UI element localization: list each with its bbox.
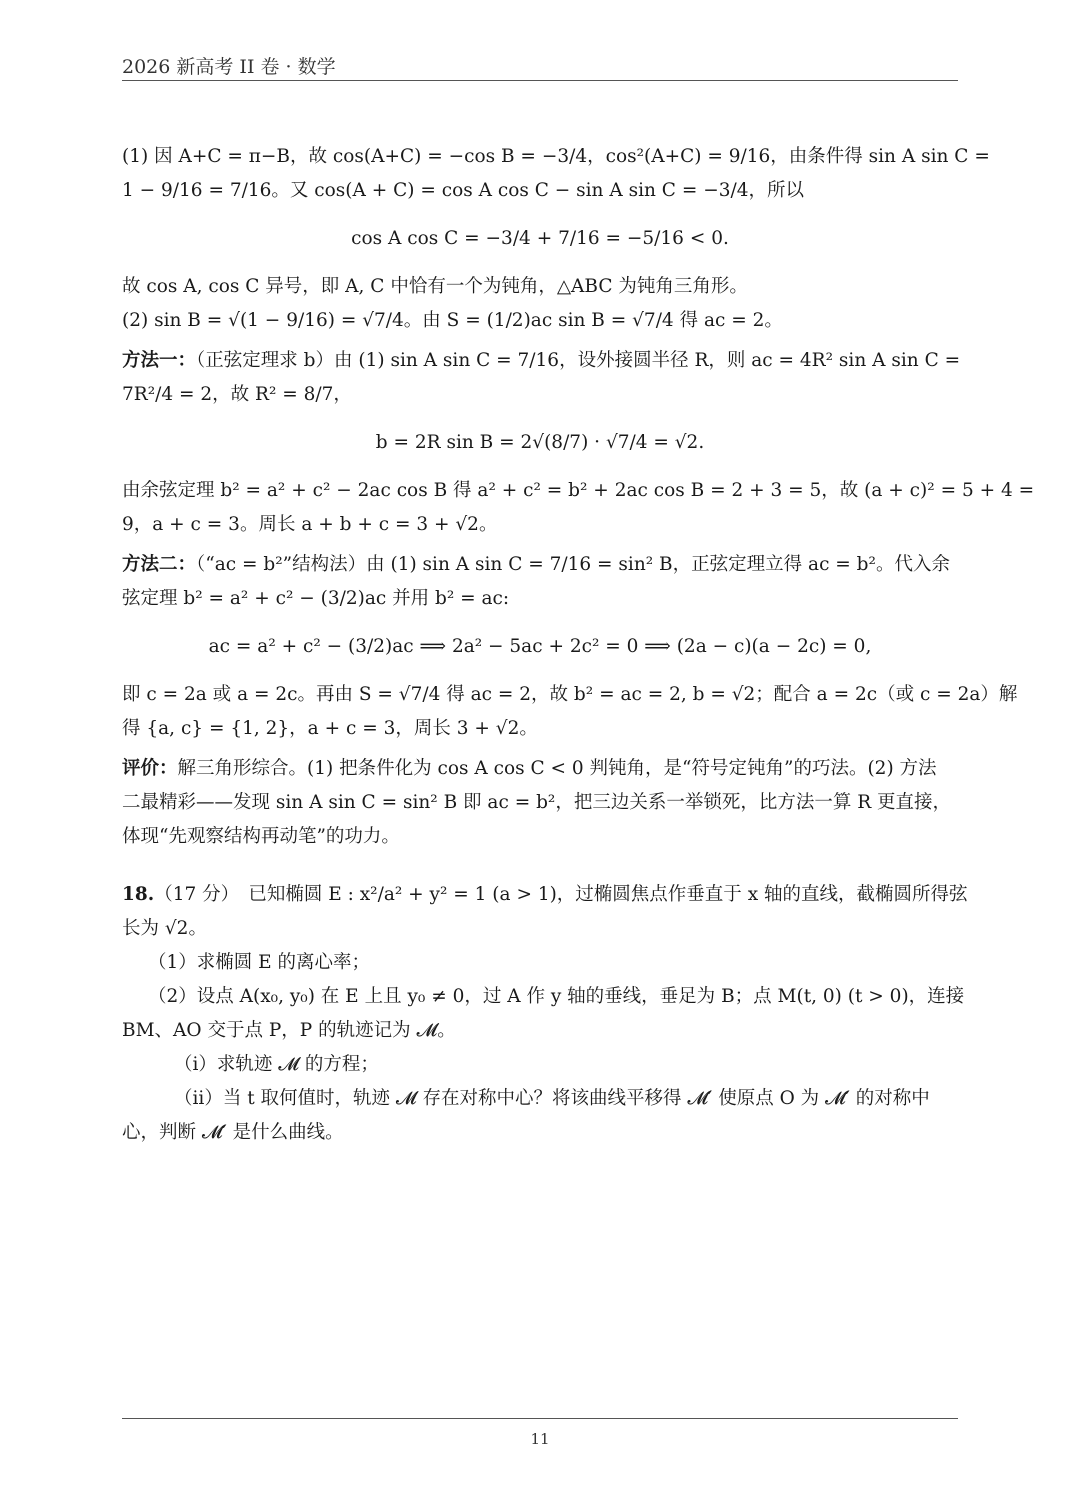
method1-heading: 方法一： (122, 350, 197, 371)
part1-line-1: (1) 因 A+C = π−B，故 cos(A+C) = −cos B = −3/4，cos²(A+C) = 9/16，由条件得 sin A sin C = (122, 146, 990, 167)
evaluation-block (122, 752, 958, 854)
evaluation-line-1: 解三角形综合。(1) 把条件化为 cos A cos C < 0 判钝角，是“符号定钝角”的巧法。(2) 方法 (177, 758, 937, 779)
method1-line-2: 7R²/4 = 2，故 R² = 8/7， (122, 384, 352, 405)
page-content (122, 140, 1035, 1150)
question-1: （1）求椭圆 E 的离心率； (148, 952, 371, 973)
footer-divider (122, 1418, 958, 1419)
header-divider (122, 80, 958, 81)
method2-line-1: （“ac = b²”结构法）由 (1) sin A sin C = 7/16 = sin² B，正弦定理立得 ac = b²。代入余 (196, 554, 950, 575)
problem-number: 18. (122, 884, 155, 905)
problem-18-section (122, 878, 968, 1150)
method1-after-1: 由余弦定理 b² = a² + c² − 2ac cos B 得 a² + c² = b² + 2ac cos B = 2 + 3 = 5，故 (a + c)² = 5 + 4 = (122, 480, 1035, 501)
header-title: 2026 新高考 II 卷 · 数学 (122, 56, 336, 78)
method2-display-equation: ac = a² + c² − (3/2)ac ⟹ 2a² − 5ac + 2c² = 0 ⟹ (2a − c)(a − 2c) = 0, (208, 636, 872, 657)
problem18-line-2: 长为 √2。 (122, 918, 207, 939)
part1-line-2: 1 − 9/16 = 7/16。又 cos(A + C) = cos A cos C − sin A sin C = −3/4，所以 (122, 180, 804, 201)
problem18-line-1: （17 分） 已知椭圆 E : x²/a² + y² = 1 (a > 1)，过椭圆焦点作垂直于 x 轴的直线，截椭圆所得弦 (154, 884, 968, 905)
method1-block (122, 344, 1035, 542)
part1-display-equation: cos A cos C = −3/4 + 7/16 = −5/16 < 0. (351, 228, 729, 249)
part2-line: (2) sin B = √(1 − 9/16) = √7/4。由 S = (1/2)ac sin B = √7/4 得 ac = 2。 (122, 310, 783, 331)
question-2-ii-line-2: 心，判断 𝓜′ 是什么曲线。 (122, 1122, 344, 1143)
method2-after-2: 得 {a, c} = {1, 2}，a + c = 3，周长 3 + √2。 (122, 718, 538, 739)
solution-section (122, 140, 1035, 854)
question-2-line-1: （2）设点 A(x₀, y₀) 在 E 上且 y₀ ≠ 0，过 A 作 y 轴的垂线，垂足为 B；点 M(t, 0) (t > 0)，连接 (148, 986, 965, 1007)
method1-after-2: 9，a + c = 3。周长 a + b + c = 3 + √2。 (122, 514, 498, 535)
evaluation-heading: 评价： (122, 758, 178, 779)
method1-display-equation: b = 2R sin B = 2√(8/7) · √7/4 = √2. (375, 432, 705, 453)
method2-heading: 方法二： (122, 554, 197, 575)
method2-block (122, 548, 1018, 746)
question-2-line-2: BM、AO 交于点 P，P 的轨迹记为 𝓜。 (122, 1020, 456, 1041)
question-2-i: （i）求轨迹 𝓜 的方程； (174, 1054, 379, 1075)
evaluation-line-2: 二最精彩——发现 sin A sin C = sin² B 即 ac = b²，把三边关系一举锁死，比方法一算 R 更直接， (122, 792, 952, 813)
method1-line-1: （正弦定理求 b）由 (1) sin A sin C = 7/16，设外接圆半径 R，则 ac = 4R² sin A sin C = (196, 350, 961, 371)
page-header (122, 52, 958, 79)
page-number: 11 (530, 1430, 550, 1448)
method2-line-2: 弦定理 b² = a² + c² − (3/2)ac 并用 b² = ac: (122, 588, 510, 609)
question-2-ii-line-1: （ii）当 t 取何值时，轨迹 𝓜 存在对称中心？将该曲线平移得 𝓜′ 使原点 O 为 𝓜′ 的对称中 (174, 1088, 930, 1109)
part1-conclusion: 故 cos A, cos C 异号，即 A, C 中恰有一个为钝角，△ABC 为钝角三角形。 (122, 276, 748, 297)
evaluation-line-3: 体现“先观察结构再动笔”的功力。 (122, 826, 400, 847)
method2-after-1: 即 c = 2a 或 a = 2c。再由 S = √7/4 得 ac = 2，故 b² = ac = 2, b = √2；配合 a = 2c（或 c = 2a）解 (122, 684, 1018, 705)
section-gap (122, 854, 958, 878)
